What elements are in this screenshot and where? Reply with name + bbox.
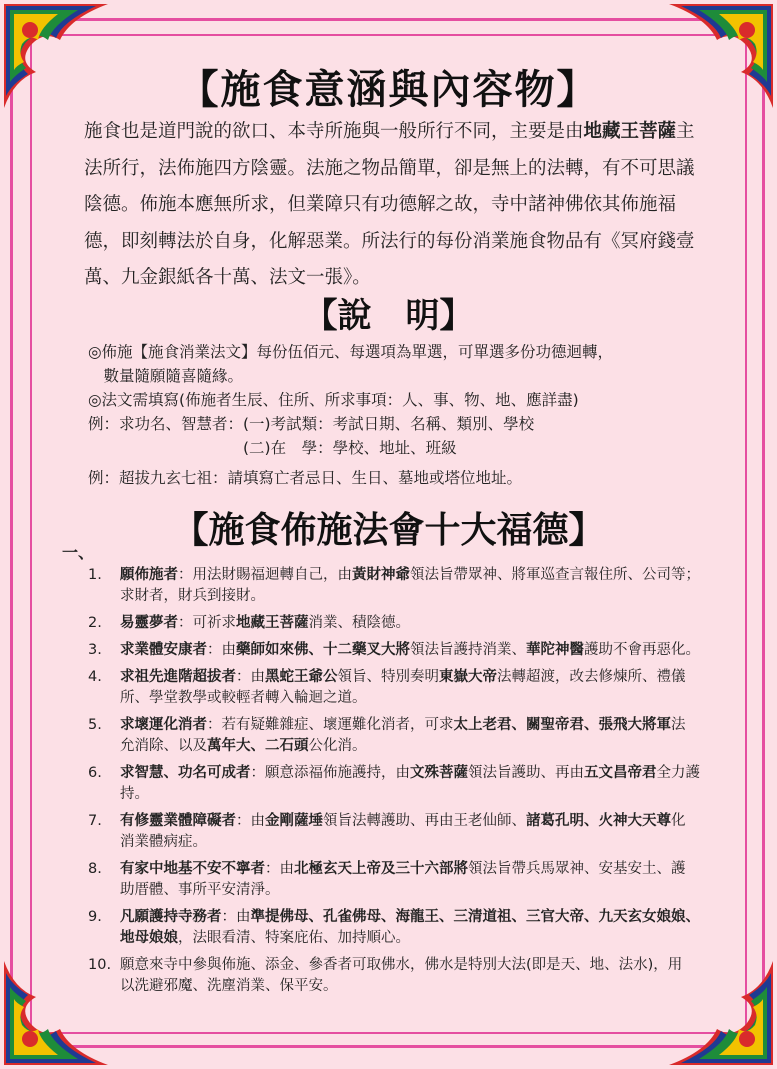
item-emphasis: 黃財神爺 [352, 567, 410, 583]
item-number: 8. [88, 861, 102, 877]
intro-paragraph [84, 114, 704, 297]
item-emphasis: 金剛薩埵 [265, 813, 323, 829]
item-emphasis: 太上老君、關聖帝君、張飛大將軍 [453, 717, 671, 733]
item-body: 護助不會再惡化。 [584, 642, 700, 658]
item-number: 1. [88, 567, 102, 583]
item-number: 4. [88, 669, 102, 685]
list-item [88, 565, 728, 607]
item-number: 10. [88, 957, 112, 973]
item-body: 領旨、特別奏明 [337, 669, 439, 685]
note-line: ◎法文需填寫(佈施者生辰、住所、所求事項：人、事、物、地、應詳盡) [88, 391, 579, 409]
item-emphasis: 凡願護持寺務者 [120, 909, 222, 925]
item-number: 9. [88, 909, 102, 925]
list-item [88, 763, 728, 805]
item-body: 領旨法轉護助、再由王老仙師、 [323, 813, 526, 829]
item-body: ：由 [265, 861, 294, 877]
item-emphasis: 北極玄天上帝及三十六部將 [294, 861, 468, 877]
item-body: ：由 [207, 642, 236, 658]
item-emphasis: 萬年大、二石頭 [207, 738, 309, 754]
item-emphasis: 有家中地基不安不寧者 [120, 861, 265, 877]
item-body: 消業、積陰德。 [308, 615, 410, 631]
note-line: ◎佈施【施食消業法文】每份伍佰元、每選項為單選，可單選多份功德迴轉， [88, 343, 614, 361]
item-body: 法 允消除、以及 [120, 717, 686, 754]
item-text [120, 565, 728, 607]
item-emphasis: 諸葛孔明、火神大天尊 [526, 813, 671, 829]
example-line: 例：超拔九玄七祖：請填寫亡者忌日、生日、墓地或塔位地址。 [88, 469, 523, 487]
item-text [120, 811, 728, 853]
item-number: 3. [88, 642, 102, 658]
item-text [120, 715, 728, 757]
item-emphasis: 求壞運化消者 [120, 717, 207, 733]
item-body: ：由 [236, 813, 265, 829]
item-number: 5. [88, 717, 102, 733]
item-body: ：若有疑難雜症、壞運難化消者，可求 [207, 717, 454, 733]
item-body: 願意來寺中參與佈施、添金、參香者可取佛水，佛水是特別大法(即是天、地、法水)，用 以洗避邪魔、洗塵消業、保平安。 [120, 957, 683, 994]
item-text [120, 955, 728, 997]
item-body: ：用法財賜福迴轉自己，由 [178, 567, 352, 583]
item-text [120, 907, 728, 949]
item-emphasis: 準提佛母、孔雀佛母、海龍王、三清道祖、三官大帝、九天玄女娘娘、 地母娘娘 [120, 909, 700, 946]
item-number: 6. [88, 765, 102, 781]
list-item [88, 667, 728, 709]
item-emphasis: 藥師如來佛、十二藥叉大將 [236, 642, 410, 658]
item-body: 公化消。 [308, 738, 367, 754]
item-emphasis: 願佈施者 [120, 567, 178, 583]
item-emphasis: 求祖先進階超拔者 [120, 669, 236, 685]
main-title: 【施食意涵與內容物】 [178, 67, 599, 113]
list-item [88, 955, 728, 997]
list-item [88, 715, 728, 757]
item-emphasis: 五文昌帝君 [584, 765, 657, 781]
item-body: ：可祈求 [178, 615, 236, 631]
explanation-title: 【說 明】 [303, 296, 474, 336]
item-body: 領法旨帶兵馬眾神、安基安土、護 助厝體、事所平安清淨。 [120, 861, 686, 898]
item-emphasis: 求智慧、功名可成者 [120, 765, 251, 781]
item-body: ：由 [221, 909, 251, 925]
list-item [88, 859, 728, 901]
item-text [120, 859, 728, 901]
section-label: 一、 [62, 543, 95, 562]
item-text [120, 763, 728, 805]
blessings-list [88, 565, 728, 1003]
explanation-notes [88, 340, 728, 460]
blessings-title: 【施食佈施法會十大福德】 [172, 510, 605, 551]
note-line: 例：求功名、智慧者：(一)考試類：考試日期、名稱、類別、學校 [88, 415, 535, 433]
item-emphasis: 文殊菩薩 [410, 765, 468, 781]
emphasis-text: 地藏王菩薩 [583, 121, 677, 142]
item-emphasis: 東嶽大帝 [439, 669, 497, 685]
item-body: 化 消業體病症。 [120, 813, 686, 850]
note-line: 數量隨願隨喜隨緣。 [88, 367, 244, 385]
item-number: 2. [88, 615, 102, 631]
item-body: ，法眼看清、特案庇佑、加持順心。 [178, 930, 410, 946]
item-emphasis: 易靈夢者 [120, 615, 178, 631]
item-body: ：願意添福佈施護持，由 [250, 765, 410, 781]
item-text [120, 667, 728, 709]
item-emphasis: 黑蛇王爺公 [265, 669, 338, 685]
item-body: ：由 [236, 669, 265, 685]
item-emphasis: 地藏王菩薩 [236, 615, 309, 631]
item-emphasis: 華陀神醫 [526, 642, 584, 658]
list-item [88, 640, 728, 661]
list-item [88, 613, 728, 634]
list-item [88, 907, 728, 949]
item-emphasis: 求業體安康者 [120, 642, 207, 658]
note-line: (二)在 學：學校、地址、班級 [88, 439, 457, 457]
item-text [120, 640, 728, 661]
item-emphasis: 有修靈業體障礙者 [120, 813, 236, 829]
list-item [88, 811, 728, 853]
body-text: 施食也是道門說的欲口、本寺所施與一般所行不同，主要是由 [84, 121, 584, 142]
item-body: 領法旨護持消業、 [410, 642, 526, 658]
item-body: 全力護 持。 [120, 765, 700, 802]
item-body: 法轉超渡，改去修煉所、禮儀 所、學堂教學或較輕者轉入輪迴之道。 [120, 669, 686, 706]
item-text [120, 613, 728, 634]
body-text: 主法所行，法佈施四方陰靈。法施之物品簡單，卻是無上的法轉，有不可思議陰德。佈施本應無所求，但業障只有功德解之故，寺中諸神佛依其佈施福德，即刻轉法於自身，化解惡業。所法行的每份消業施食物品有《冥府錢壹萬、九金銀紙各十萬、法文一張》。 [84, 121, 695, 288]
item-body: 領法旨帶眾神、將軍巡查言報住所、公司等； 求財者，財兵到接財。 [120, 567, 700, 604]
item-number: 7. [88, 813, 102, 829]
item-body: 領法旨護助、再由 [468, 765, 584, 781]
